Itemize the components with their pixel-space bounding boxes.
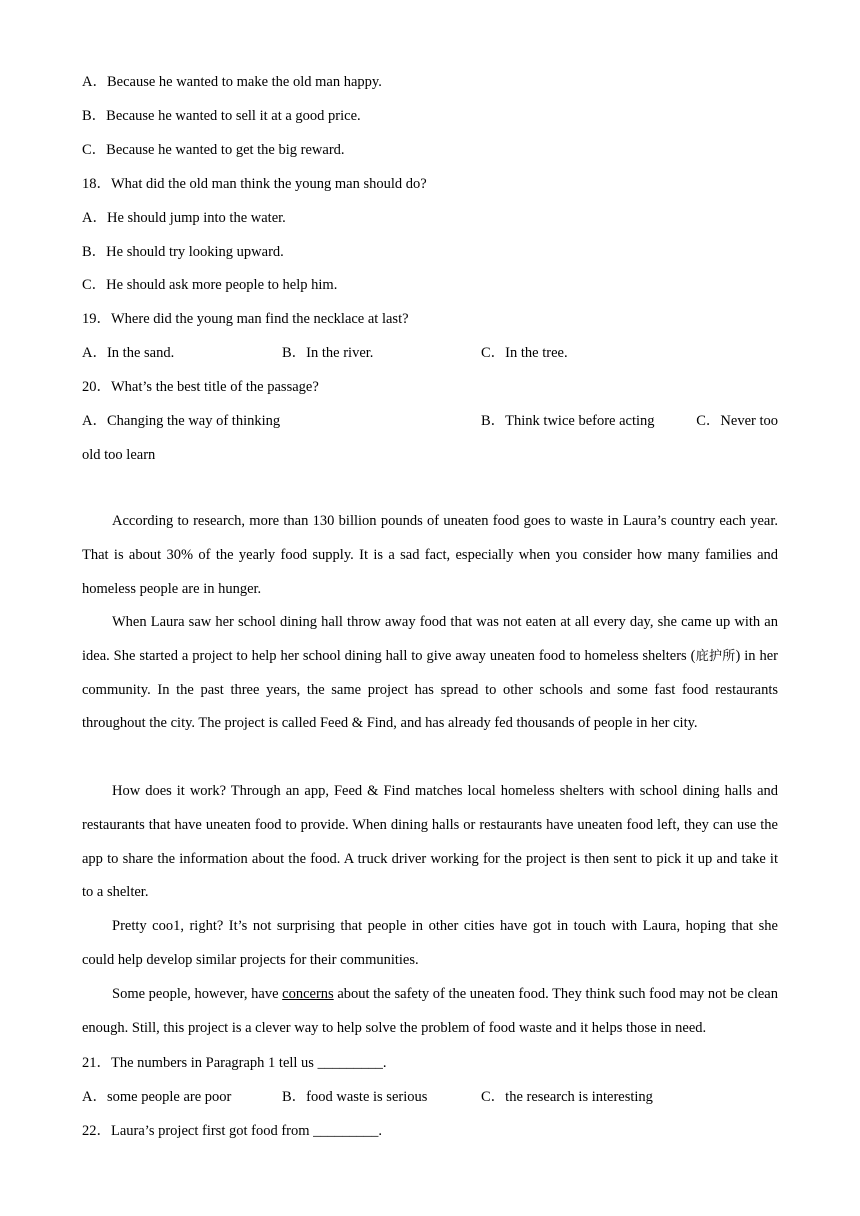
underlined-word-concerns: concerns [282, 986, 334, 1002]
q20-option-b: B．Think twice before acting [481, 413, 655, 429]
q18-option-a: A．He should jump into the water. [82, 210, 286, 226]
q17-option-c: C．Because he wanted to get the big reward. [82, 142, 345, 158]
passage-paragraph-2-part-2: ) in her community. In the past three years, the same project has spread to other schools and some fast food restaurants throughout the city. The project is called Feed & Find, and has already fed thousands of people in her city. [82, 647, 778, 732]
q19-option-a: A．In the sand. [82, 345, 175, 361]
q17-option-b: B．Because he wanted to sell it at a good price. [82, 108, 361, 124]
q20-question: 20．What’s the best title of the passage? [82, 379, 319, 395]
q20-option-c: C．Never too [696, 413, 778, 429]
q21-question: 21．The numbers in Paragraph 1 tell us _________. [82, 1055, 387, 1071]
q18-option-c: C．He should ask more people to help him. [82, 277, 338, 293]
q20-option-a: A．Changing the way of thinking [82, 413, 281, 429]
passage-paragraph-2-part-1: When Laura saw her school dining hall throw away food that was not eaten at all every day, she came up with an idea. She started a project to help her school dining hall to give away uneaten food to homeless shelters ( [82, 614, 778, 664]
passage-paragraph-5-part-2: about the safety of the uneaten food. They think such food may not be clean enough. Still, this project is a clever way to help solve the problem of food waste and it helps those in need. [82, 986, 778, 1036]
q19-option-c: C．In the tree. [481, 345, 568, 361]
q21-option-b: B．food waste is serious [282, 1089, 428, 1105]
q19-question: 19．Where did the young man find the necklace at last? [82, 311, 409, 327]
q20-option-c-continued: old too learn [82, 447, 156, 463]
passage-paragraph-1: According to research, more than 130 billion pounds of uneaten food goes to waste in Laura’s country each year. That is about 30% of the yearly food supply. It is a sad fact, especially when you consider how many families and homeless people are in hunger. [82, 513, 778, 597]
q21-option-a: A．some people are poor [82, 1089, 232, 1105]
passage-paragraph-4: Pretty coo1, right? It’s not surprising that people in other cities have got in touch with Laura, hoping that she could help develop similar projects for their communities. [82, 918, 778, 968]
q22-question: 22．Laura’s project first got food from _________. [82, 1123, 383, 1139]
q19-option-b: B．In the river. [282, 345, 374, 361]
q17-option-a: A．Because he wanted to make the old man happy. [82, 74, 382, 90]
q21-option-c: C．the research is interesting [481, 1089, 653, 1105]
passage-paragraph-2 [82, 606, 778, 741]
q18-option-b: B．He should try looking upward. [82, 244, 284, 260]
passage-chinese-gloss: 庇护所 [695, 648, 736, 664]
passage-paragraph-5-part-1: Some people, however, have [112, 986, 283, 1002]
passage-paragraph-3: How does it work? Through an app, Feed & Find matches local homeless shelters with school dining halls and restaurants that have uneaten food to provide. When dining halls or restaurants have uneaten food left, they can use the app to share the information about the food. A truck driver working for the project is then sent to pick it up and take it to a shelter. [82, 783, 778, 901]
q18-question: 18．What did the old man think the young man should do? [82, 176, 427, 192]
passage-paragraph-5 [82, 978, 778, 1046]
